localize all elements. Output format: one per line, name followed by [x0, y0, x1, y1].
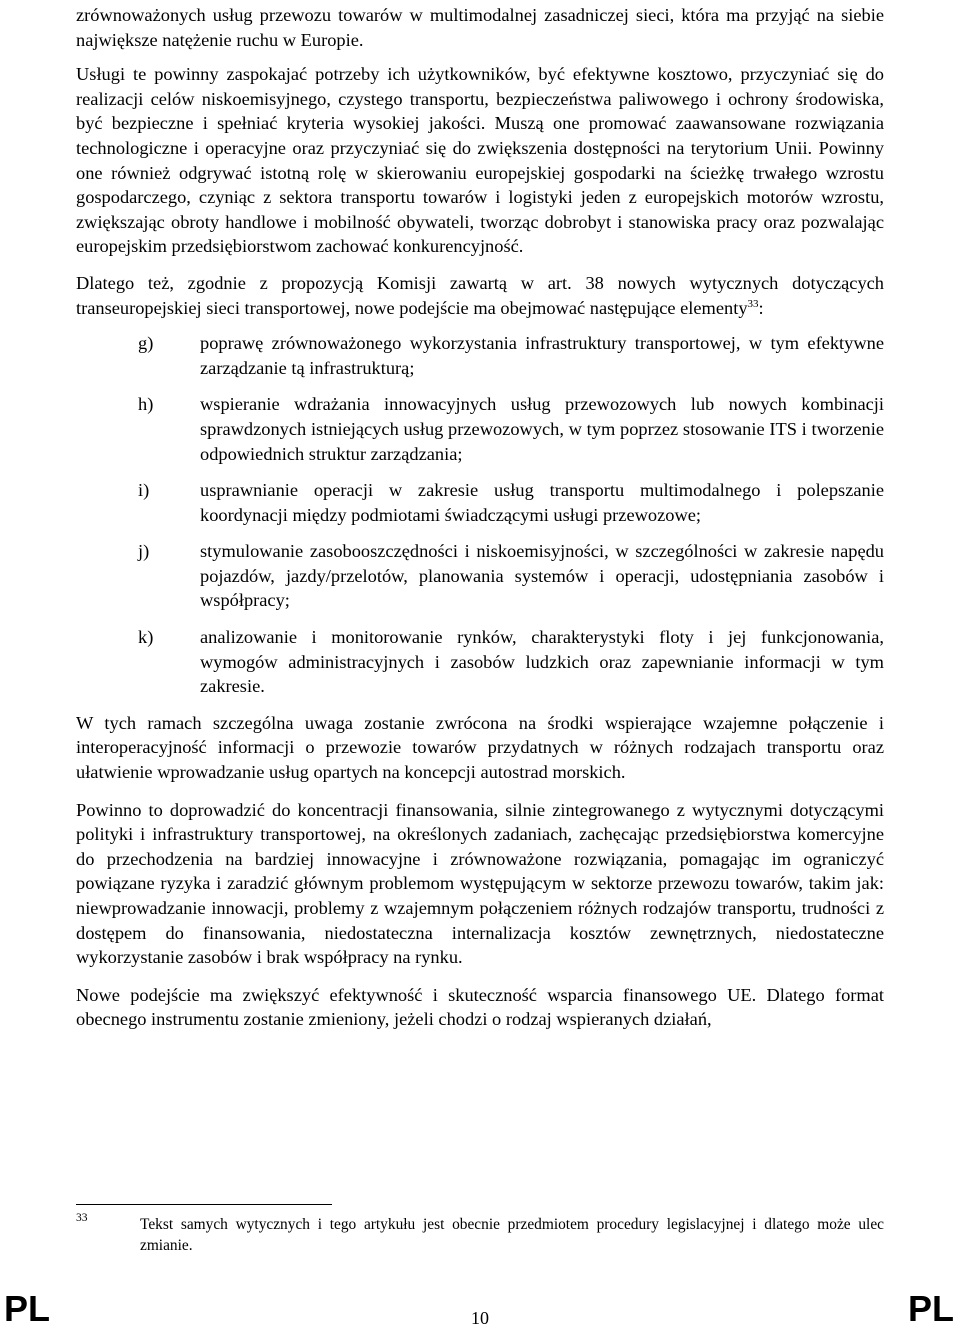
list-item-text: wspieranie wdrażania innowacyjnych usług przewozowych lub nowych kombinacji sprawdzonych istniejących usług przewozowych, w tym poprzez stosowanie ITS i tworzenie odpowiednich struktur zarządzania;: [200, 394, 884, 464]
list-item-text: analizowanie i monitorowanie rynków, charakterystyki floty i jej funkcjonowania, wymogów administracyjnych i zasobów ludzkich oraz zapewnianie informacji w tym zakresie.: [200, 627, 884, 697]
list-item-text: usprawnianie operacji w zakresie usług transportu multimodalnego i polepszanie koordynacji między podmiotami świadczącymi usługi przewozowe;: [200, 480, 884, 525]
list-item-text: poprawę zrównoważonego wykorzystania infrastruktury transportowej, w tym efektywne zarządzanie tą infrastrukturą;: [200, 333, 884, 378]
paragraph-new-approach: Nowe podejście ma zwiększyć efektywność i skuteczność wsparcia finansowego UE. Dlatego format obecnego instrumentu zostanie zmieniony, jeżeli chodzi o rodzaj wspieranych działań,: [76, 984, 884, 1030]
footnote-divider: [76, 1204, 332, 1205]
list-item-label: j): [138, 541, 150, 562]
paragraph-services: Usługi te powinny zaspokajać potrzeby ich użytkowników, być efektywne kosztowo, przyczyniać się do realizacji celów niskoemisyjnego, czystego transportu, bezpieczeństwa paliwowego i ochrony środowiska, być bezpieczne i spełniać kryteria wysokiej jakości. Muszą one promować zaawansowane rozwiązania technologiczne i operacyjne oraz przyczyniać się do zwiększenia dostępności na terytorium Unii. Powinny one również odgrywać istotną rolę w skierowaniu europejskiej gospodarki na ścieżkę trwałego wzrostu gospodarczego, czyniąc z sektora transportu towarów i logistyki jeden z europejskich motorów wzrostu, zwiększając obroty handlowe i mobilność obywateli, tworząc dobrobyt i stanowiska pracy oraz pozwalając europejskim przedsiębiorstwom zachować konkurencyjność.: [76, 64, 884, 257]
list-item-label: g): [138, 333, 154, 354]
list-item: [76, 625, 884, 699]
list-item: [76, 331, 884, 380]
page-number: 10: [471, 1308, 489, 1328]
footnote-reference: 33: [747, 297, 759, 310]
list-item: [76, 478, 884, 527]
list-item-label: k): [138, 627, 154, 648]
paragraph-interconnection: W tych ramach szczególna uwaga zostanie zwrócona na środki wspierające wzajemne połączenie i interoperacyjność informacji o przewozie towarów przydatnych w różnych rodzajach transportu oraz ułatwienie wprowadzanie usług opartych na koncepcji autostrad morskich.: [76, 712, 884, 783]
list-item-label: i): [138, 480, 150, 501]
footer-language-left: PL: [4, 1288, 51, 1329]
paragraph-proposal-text: Dlatego też, zgodnie z propozycją Komisji zawartą w art. 38 nowych wytycznych dotyczących transeuropejskiej sieci transportowej, nowe podejście ma obejmować następujące elementy: [76, 272, 884, 318]
list-item: [76, 539, 884, 613]
list-item-label: h): [138, 394, 154, 415]
footer-language-right: PL: [907, 1288, 954, 1329]
elements-list: [76, 331, 884, 699]
footnote-number: 33: [76, 1212, 88, 1224]
list-item: [76, 392, 884, 466]
paragraph-proposal-tail: :: [758, 297, 764, 318]
footnote-text: Tekst samych wytycznych i tego artykułu jest obecnie przedmiotem procedury legislacyjnej i dlatego może ulec zmianie.: [140, 1216, 884, 1254]
paragraph-proposal: [76, 271, 884, 320]
paragraph-intro: zrównoważonych usług przewozu towarów w multimodalnej zasadniczej sieci, która ma przyjąć na siebie największe natężenie ruchu w Europie.: [76, 5, 884, 50]
paragraph-financing: Powinno to doprowadzić do koncentracji finansowania, silnie zintegrowanego z wytycznymi dotyczącymi polityki i infrastruktury transportowej, na określonych zadaniach, zachęcając przedsiębiorstwa komercyjne do przechodzenia na bardziej innowacyjne i zrównoważone rozwiązania, pomagając im ograniczyć powiązane ryzyka i zaradzić głównym problemom występującym w sektorze przewozu towarów, takim jak: niewprowadzanie innowacji, problemy z wzajemnym połączeniem różnych rodzajów transportu, trudności z dostępem do finansowania, niedostateczna internalizacja kosztów zewnętrznych, niedostateczne wykorzystanie zasobów i brak współpracy na rynku.: [76, 799, 884, 968]
list-item-text: stymulowanie zasobooszczędności i niskoemisyjności, w szczególności w zakresie napędu pojazdów, jazdy/przelotów, planowania systemów i operacji, udostępniania zasobów i współpracy;: [200, 541, 884, 611]
document-body: [76, 0, 884, 1032]
